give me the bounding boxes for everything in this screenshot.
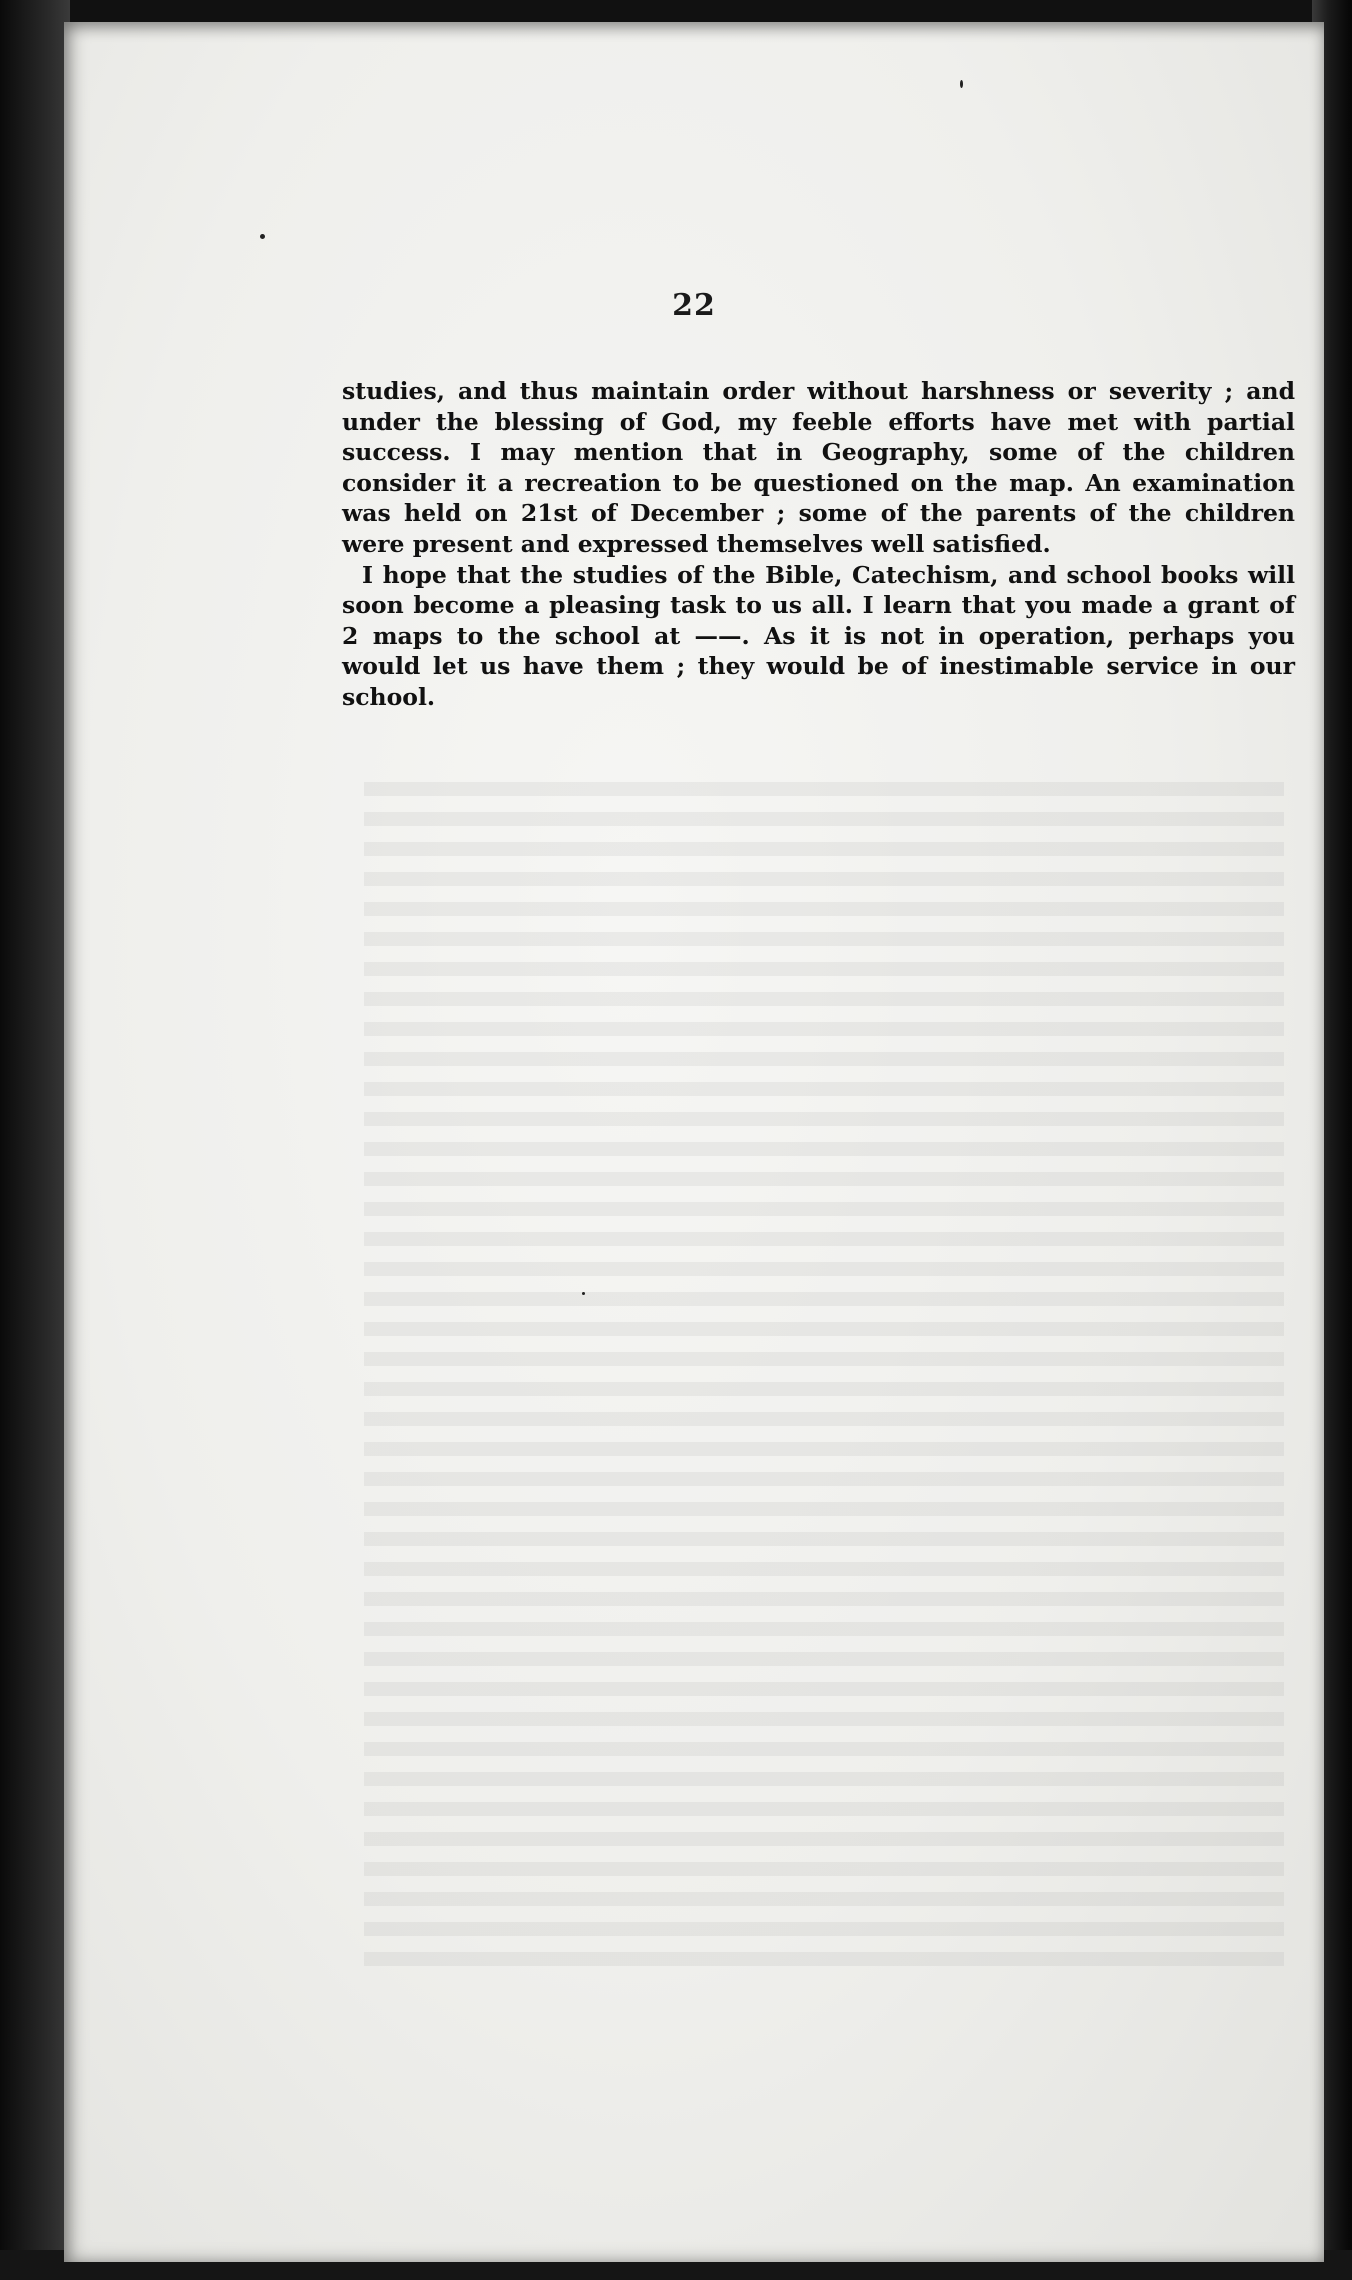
scan-speck <box>960 80 963 88</box>
page-number: 22 <box>672 288 716 323</box>
paragraph: studies, and thus maintain order without harshness or severity ; and under the blessing of God, my feeble efforts have met with partial success. I may mention that in Geography, some of the children consider it a recreation to be questioned on the map. An examination was held on 21st of December ; some of the parents of the children were present and expressed themselves well satisfied. <box>342 377 1295 558</box>
bleed-through-text <box>364 782 1284 1982</box>
page-body <box>342 376 1295 713</box>
scan-border-left <box>0 0 70 2280</box>
paragraph: I hope that the studies of the Bible, Catechism, and school books will soon become a pleasing task to us all. I learn that you made a grant of 2 maps to the school at ——. As it is not in operation, perhaps you would let us have them ; they would be of inestimable service in our school. <box>342 560 1295 711</box>
scan-speck <box>260 234 265 239</box>
scan-speck <box>582 1292 585 1295</box>
document-page <box>64 22 1324 2262</box>
